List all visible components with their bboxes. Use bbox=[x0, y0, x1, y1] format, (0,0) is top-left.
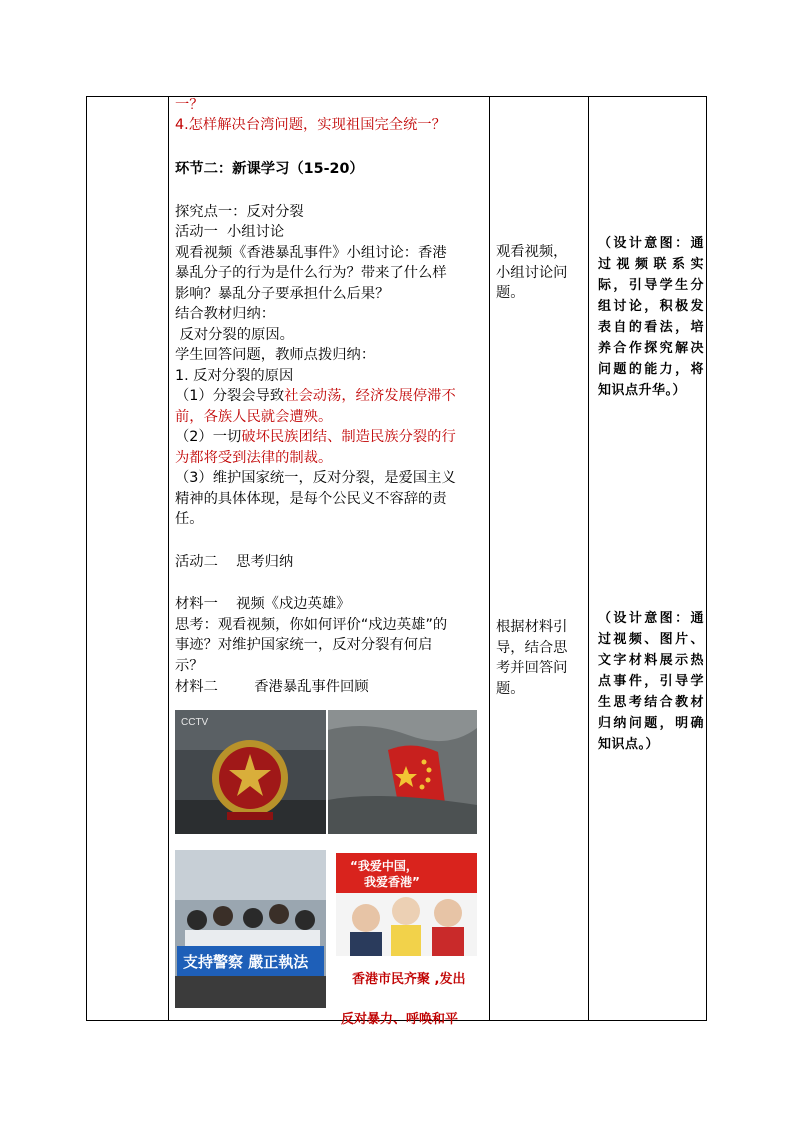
point-3-continued: 精神的具体体现，是每个公民义不容辞的责 bbox=[175, 491, 447, 507]
think-question: 事迹？对维护国家统一，反对分裂有何启 bbox=[175, 637, 433, 653]
student-activity-line: 考并回答问 bbox=[496, 660, 568, 676]
photo-caption: 反对暴力、呼唤和平 bbox=[341, 1012, 459, 1027]
flag-photo bbox=[328, 710, 477, 834]
point-2-prefix: （2）一切 bbox=[175, 429, 242, 445]
video-task-line: 暴乱分子的行为是什么行为？带来了什么样 bbox=[175, 265, 447, 281]
student-activity-line: 观看视频， bbox=[496, 244, 568, 260]
poster-text: “我爱中国， bbox=[350, 859, 418, 873]
student-activity-line: 小组讨论问 bbox=[496, 264, 568, 281]
point-2-highlight: 破坏民族团结、制造民族分裂的行 bbox=[241, 429, 456, 445]
material-2: 材料二 香港暴乱事件回顾 bbox=[175, 679, 369, 695]
student-activity-line: 题。 bbox=[496, 680, 525, 697]
section-title: 环节二：新课学习（15-20） bbox=[175, 161, 364, 177]
explore-point: 探究点一：反对分裂 bbox=[175, 204, 304, 220]
textbook-summary: 结合教材归纳： bbox=[175, 306, 276, 322]
point-3: （3）维护国家统一，反对分裂，是爱国主义 bbox=[175, 470, 456, 486]
student-activity-2 bbox=[496, 617, 582, 699]
banner-text: 支持警察 嚴正執法 bbox=[183, 953, 309, 971]
column-divider bbox=[588, 97, 589, 1020]
question-4: 4.怎样解决台湾问题，实现祖国完全统一？ bbox=[175, 117, 446, 133]
student-activity-line: 导，结合思 bbox=[496, 639, 568, 656]
point-2-continued: 为都将受到法律的制裁。 bbox=[175, 450, 333, 466]
point-1 bbox=[175, 386, 456, 407]
reason-item: 反对分裂的原因。 bbox=[175, 327, 294, 343]
lesson-table bbox=[86, 96, 707, 1027]
think-question: 示？ bbox=[175, 658, 204, 674]
emblem-photo bbox=[175, 710, 326, 834]
point-1-continued: 前，各族人民就会遭殃。 bbox=[175, 409, 333, 425]
video-task-line: 观看视频《香港暴乱事件》小组讨论：香港 bbox=[175, 245, 447, 261]
point-3-continued: 任。 bbox=[175, 511, 204, 527]
students-answer: 学生回答问题，教师点拨归纳： bbox=[175, 347, 376, 363]
question-continuation: 一？ bbox=[175, 97, 204, 113]
think-question: 思考：观看视频，你如何评价“戍边英雄”的 bbox=[175, 617, 448, 633]
emblem-photo-graphic bbox=[175, 710, 326, 834]
rally-photo-graphic bbox=[175, 850, 326, 1008]
student-activity-1 bbox=[496, 242, 582, 304]
video-task-line: 影响？暴乱分子要承担什么后果？ bbox=[175, 286, 390, 302]
activity-1-title: 活动一 小组讨论 bbox=[175, 224, 285, 240]
point-1-highlight: 社会动荡，经济发展停滞不 bbox=[284, 388, 456, 404]
student-activity-line: 题。 bbox=[496, 285, 525, 301]
design-intent-2: （设计意图：通过视频、图片、文字材料展示热点事件，引导学生思考结合教材归纳问题，明确知识点。） bbox=[598, 611, 704, 752]
poster-text: 我爱香港” bbox=[364, 875, 420, 889]
column-divider bbox=[168, 97, 169, 1020]
poster-photo bbox=[336, 853, 477, 956]
student-activity-line: 根据材料引 bbox=[496, 619, 568, 635]
column-divider bbox=[489, 97, 490, 1020]
point-2 bbox=[175, 427, 456, 448]
design-intent-1: （设计意图：通过视频联系实际，引导学生分组讨论，积极发表自的看法，培养合作探究解决问题的能力，将知识点升华。） bbox=[598, 236, 704, 398]
activity-2-title: 活动二 思考归纳 bbox=[175, 554, 294, 570]
point-heading: 1. 反对分裂的原因 bbox=[175, 368, 294, 384]
point-1-prefix: （1）分裂会导致 bbox=[175, 388, 285, 404]
rally-photo bbox=[175, 850, 326, 1008]
photo-caption: 香港市民齐聚 ,发出 bbox=[352, 972, 466, 987]
flag-photo-graphic bbox=[328, 710, 477, 834]
poster-photo-graphic bbox=[336, 853, 477, 956]
material-1: 材料一 视频《戍边英雄》 bbox=[175, 596, 351, 612]
tv-logo: CCTV bbox=[181, 717, 209, 728]
